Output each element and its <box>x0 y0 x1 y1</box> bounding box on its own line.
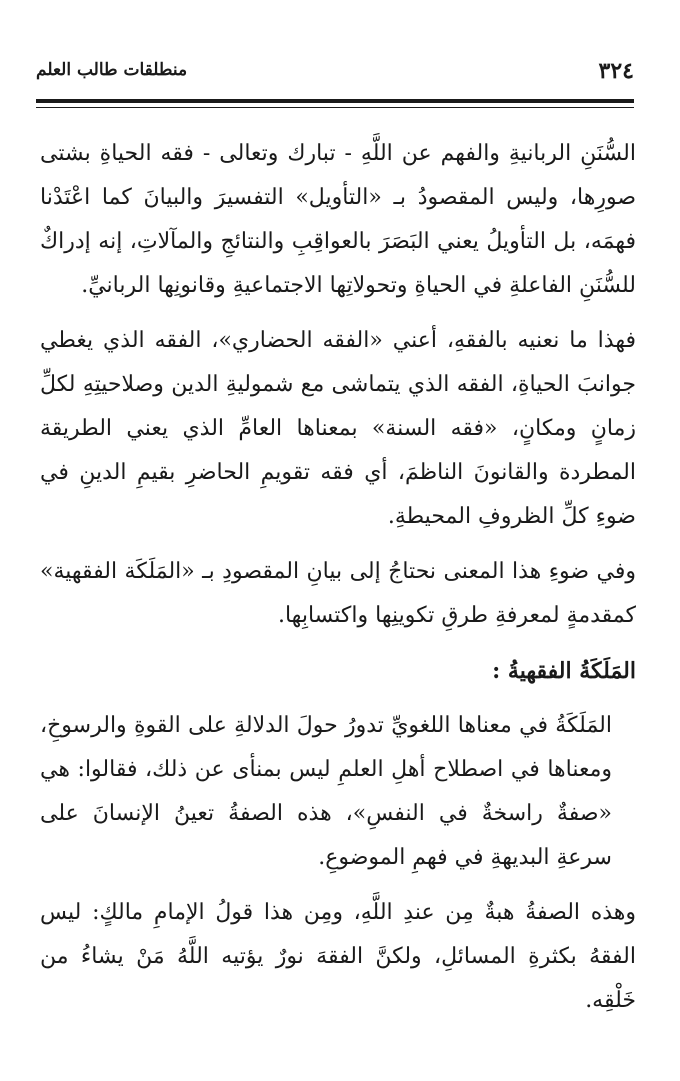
paragraph-5: وهذه الصفةُ هبةٌ مِن عندِ اللَّهِ، ومِن هذا قولُ الإمامِ مالكٍ: ليس الفقهُ بكثرةِ المسائلِ، ولكنَّ الفقهَ نورٌ يؤتيه اللَّهُ مَنْ يشاءُ من خَلْقِه. <box>40 900 637 1013</box>
paragraph-2: فهذا ما نعنيه بالفقهِ، أعني «الفقه الحضاري»، الفقه الذي يغطي جوانبَ الحياةِ، الفقه الذي يتماشى مع شموليةِ الدين وصلاحيتِهِ لكلِّ زمانٍ ومكانٍ، «فقه السنة» بمعناها العامِّ الذي يعني الطريقة المطردة والقانونَ الناظمَ، أي فقه تقويمِ الحاضرِ بقيمِ الدينِ في ضوءِ كلِّ الظروفِ المحيطةِ. <box>40 328 636 529</box>
paragraph-1: السُّنَنِ الربانيةِ والفهم عن اللَّهِ - تبارك وتعالى - فقه الحياةِ بشتى صورِها، وليس المقصودُ بـ «التأويل» التفسيرَ والبيانَ كما اعْتَدْنا فهمَه، بل التأويلُ يعني البَصَرَ بالعواقِبِ والنتائجِ والمآلاتِ، إنه إدراكٌ للسُّنَنِ الفاعلةِ في الحياةِ وتحولاتِها الاجتماعيةِ وقانونِها الربانيِّ. <box>40 141 636 298</box>
page-body <box>40 132 636 1034</box>
running-title: منطلقات طالب العلم <box>36 60 188 80</box>
header-rule-thick <box>36 99 634 103</box>
page-number: ٣٢٤ <box>598 58 634 84</box>
page-header <box>36 58 634 88</box>
definition-paragraph: المَلَكَةُ في معناها اللغويِّ تدورُ حولَ الدلالةِ على القوةِ والرسوخِ، ومعناها في اصطلاح أهلِ العلمِ ليس بمنأى عن ذلك، فقالوا: هي «صفةٌ راسخةٌ في النفسِ»، هذه الصفةُ تعينُ الإنسانَ على سرعةِ البديهةِ في فهمِ الموضوعِ. <box>40 713 612 870</box>
section-heading: المَلَكَةُ الفقهيةُ : <box>492 658 636 684</box>
paragraph-3: وفي ضوءِ هذا المعنى نحتاجُ إلى بيانِ المقصودِ بـ «المَلَكَة الفقهية» كمقدمةٍ لمعرفةِ طرقِ تكوينِها واكتسابِها. <box>40 559 636 628</box>
header-rule-thin <box>36 107 634 108</box>
